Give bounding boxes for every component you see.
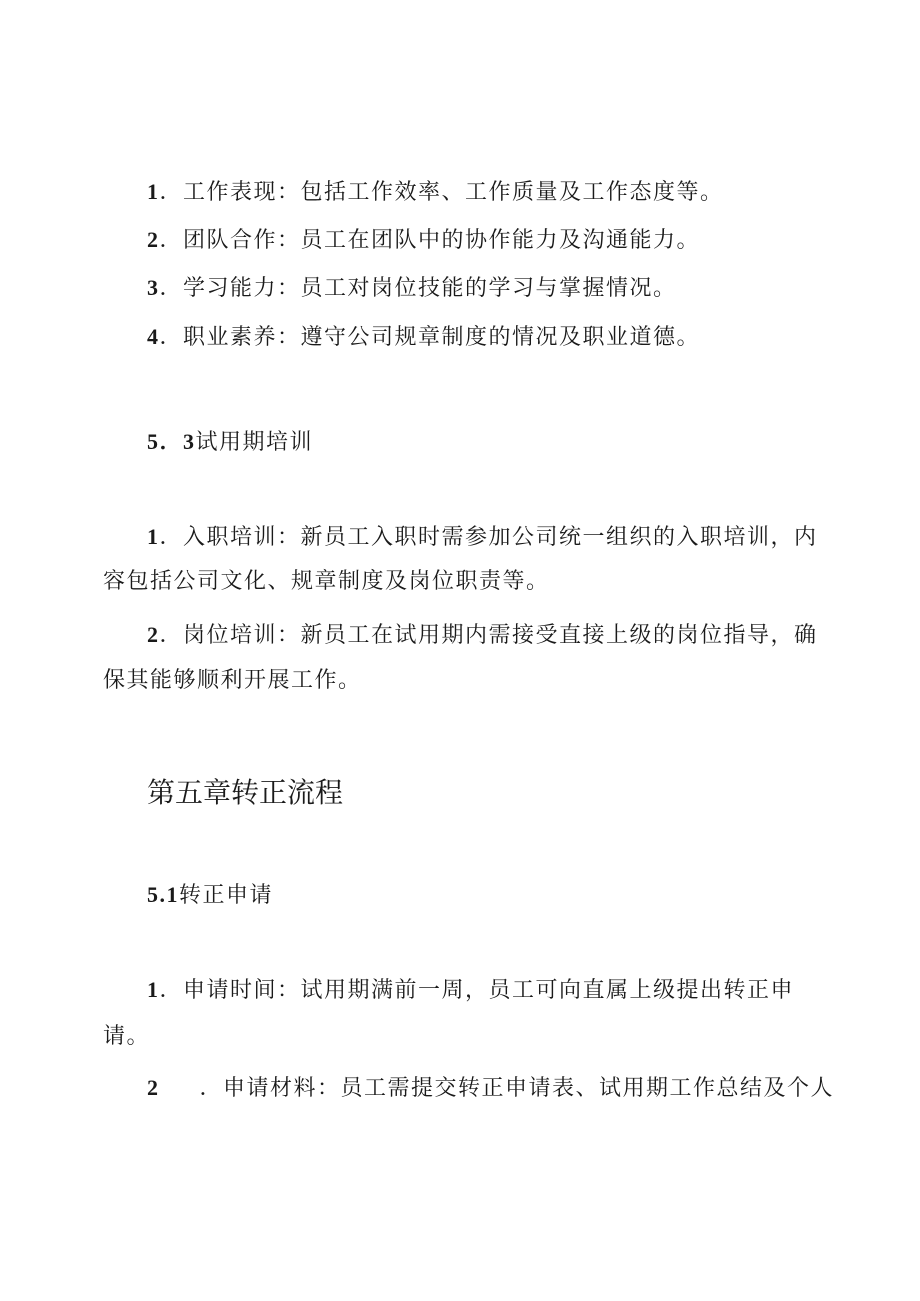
item-text-continued: 请。	[103, 1024, 151, 1049]
item-number: 3	[147, 275, 160, 300]
item-number: 4	[147, 324, 160, 349]
item-number: 2	[147, 1075, 160, 1100]
item-text: ．团队合作：员工在团队中的协作能力及沟通能力。	[159, 228, 701, 253]
item-number: 1	[147, 977, 160, 1002]
item-text: ．入职培训：新员工入职时需参加公司统一组织的入职培训，内	[159, 525, 818, 550]
application-item-1-line1	[147, 975, 794, 1006]
training-item-1-line1	[147, 522, 818, 553]
section-heading-5-1	[147, 880, 273, 911]
section-title: 试用期培训	[195, 430, 314, 455]
item-text: ．申请材料：员工需提交转正申请表、试用期工作总结及个人	[199, 1076, 835, 1101]
chapter-title: 第五章转正流程	[147, 776, 344, 809]
training-item-2-line2	[103, 666, 362, 696]
section-number: 5.1	[147, 882, 179, 907]
section-heading-5-3	[147, 427, 313, 458]
item-text-continued: 保其能够顺利开展工作。	[103, 668, 362, 693]
training-item-1-line2	[103, 567, 550, 597]
item-number: 1	[147, 524, 160, 549]
criteria-item-4	[147, 322, 700, 353]
criteria-item-3	[147, 273, 677, 304]
application-item-1-line2	[103, 1022, 150, 1052]
item-text-continued: 容包括公司文化、规章制度及岗位职责等。	[103, 569, 550, 594]
section-number: 5．3	[147, 429, 196, 454]
item-text: ．职业素养：遵守公司规章制度的情况及职业道德。	[159, 325, 701, 350]
item-text: ．申请时间：试用期满前一周，员工可向直属上级提出转正申	[159, 978, 795, 1003]
item-text: ．工作表现：包括工作效率、工作质量及工作态度等。	[159, 180, 724, 205]
criteria-item-1	[147, 177, 724, 208]
section-title: 转正申请	[179, 883, 274, 908]
item-number: 2	[147, 227, 160, 252]
training-item-2-line1	[147, 620, 818, 651]
item-text: ．岗位培训：新员工在试用期内需接受直接上级的岗位指导，确	[159, 623, 818, 648]
item-number: 2	[147, 622, 160, 647]
criteria-item-2	[147, 225, 700, 256]
application-item-2-line1	[147, 1073, 834, 1104]
item-number: 1	[147, 179, 160, 204]
item-text: ．学习能力：员工对岗位技能的学习与掌握情况。	[159, 276, 677, 301]
